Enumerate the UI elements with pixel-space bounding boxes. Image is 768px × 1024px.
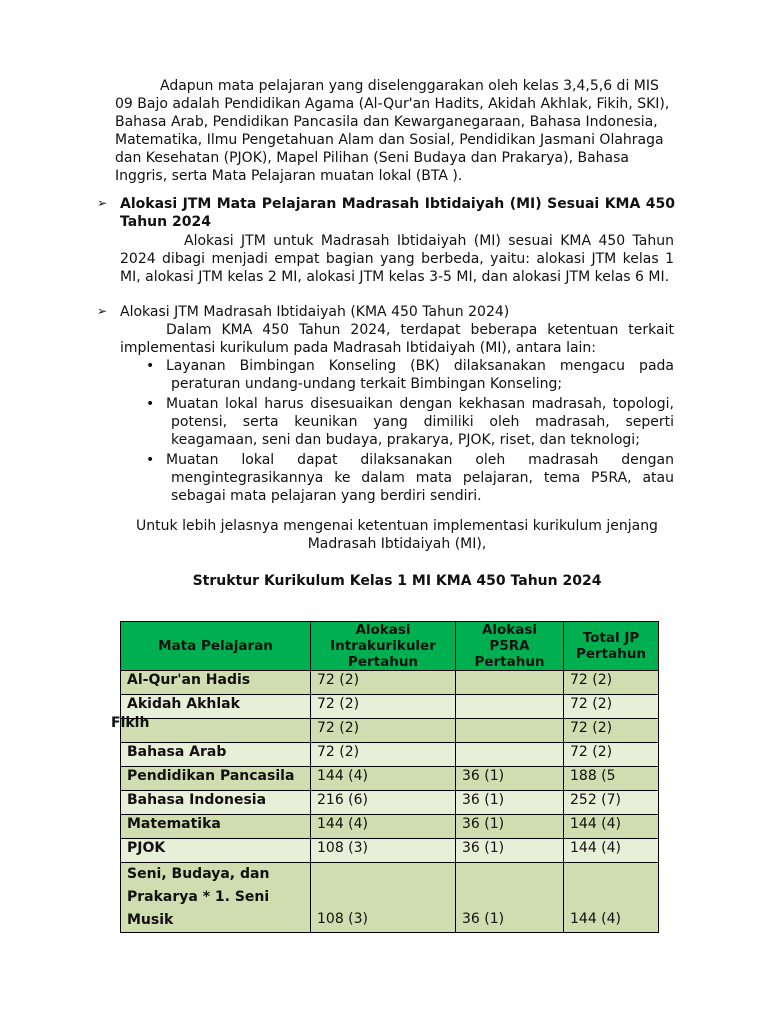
section1-body: Alokasi JTM untuk Madrasah Ibtidaiyah (MI) sesuai KMA 450 Tahun 2024 dibagi menjadi empat bagian yang berbeda, yaitu: alokasi JTM kelas 1 MI, alokasi JTM kelas 2 MI, alokasi JTM kelas 3-5 MI, dan alokasi JTM kelas 6 MI. <box>120 233 674 285</box>
table-row: Bahasa Arab 72 (2) 72 (2) <box>121 743 659 767</box>
arrow-bullet-icon: ➢ <box>97 196 108 210</box>
table-row: PJOK 108 (3) 36 (1) 144 (4) <box>121 839 659 863</box>
table-row: Akidah Akhlak 72 (2) 72 (2) <box>121 695 659 719</box>
header-p5ra: Alokasi P5RA Pertahun <box>456 622 564 671</box>
header-total-jp: Total JP Pertahun <box>564 622 659 671</box>
header-intrakurikuler: Alokasi Intrakurikuler Pertahun <box>311 622 456 671</box>
table-row: Pendidikan Pancasila 144 (4) 36 (1) 188 (5 <box>121 767 659 791</box>
section2-body: Dalam KMA 450 Tahun 2024, terdapat beberapa ketentuan terkait implementasi kurikulum pada Madrasah Ibtidaiyah (MI), antara lain: <box>120 322 674 356</box>
header-mata-pelajaran: Mata Pelajaran <box>121 622 311 671</box>
section1-heading: Alokasi JTM Mata Pelajaran Madrasah Ibtidaiyah (MI) Sesuai KMA 450 Tahun 2024 <box>120 196 675 230</box>
curriculum-table <box>120 621 659 933</box>
intro-paragraph: Adapun mata pelajaran yang diselenggarakan oleh kelas 3,4,5,6 di MIS 09 Bajo adalah Pendidikan Agama (Al-Qur'an Hadits, Akidah Akhlak, Fikih, SKI), Bahasa Arab, Pendidikan Pancasila dan Kewarganegaraan, Bahasa Indonesia, Matematika, Ilmu Pengetahuan Alam dan Sosial, Pendidikan Jasmani Olahraga dan Kesehatan (PJOK), Mapel Pilihan (Seni Budaya dan Prakarya), Bahasa Inggris, serta Mata Pelajaran muatan lokal (BTA ). <box>115 78 670 184</box>
bullet-icon: • <box>146 452 155 468</box>
list-item: • Layanan Bimbingan Konseling (BK) dilaksanakan mengacu pada peraturan undang-undang terkait Bimbingan Konseling; <box>146 358 674 392</box>
table-row: Al-Qur'an Hadis 72 (2) 72 (2) <box>121 671 659 695</box>
bullet-list <box>120 357 674 507</box>
table-row: Seni, Budaya, dan Prakarya * 1. Seni Musik 108 (3) 36 (1) 144 (4) <box>121 863 659 933</box>
table-row: Matematika 144 (4) 36 (1) 144 (4) <box>121 815 659 839</box>
bullet-icon: • <box>146 358 155 374</box>
table-row: 72 (2) 72 (2) <box>121 719 659 743</box>
list-item: • Muatan lokal harus disesuaikan dengan kekhasan madrasah, topologi, potensi, serta keunikan yang dimiliki oleh madrasah, seperti keagamaan, seni dan budaya, prakarya, PJOK, riset, dan teknologi; <box>146 396 674 448</box>
table-row: Bahasa Indonesia 216 (6) 36 (1) 252 (7) <box>121 791 659 815</box>
table-caption: Struktur Kurikulum Kelas 1 MI KMA 450 Tahun 2024 <box>192 573 602 589</box>
arrow-bullet-icon: ➢ <box>97 304 108 318</box>
table-row-subject-fikih: Fikih <box>111 715 150 731</box>
closing-paragraph: Untuk lebih jelasnya mengenai ketentuan implementasi kurikulum jenjang Madrasah Ibtidaiyah (MI), <box>136 518 658 552</box>
list-item: • Muatan lokal dapat dilaksanakan oleh madrasah dengan mengintegrasikannya ke dalam mata pelajaran, tema P5RA, atau sebagai mata pelajaran yang berdiri sendiri. <box>146 452 674 504</box>
section2-heading: Alokasi JTM Madrasah Ibtidaiyah (KMA 450 Tahun 2024) <box>120 304 510 320</box>
bullet-icon: • <box>146 396 155 412</box>
